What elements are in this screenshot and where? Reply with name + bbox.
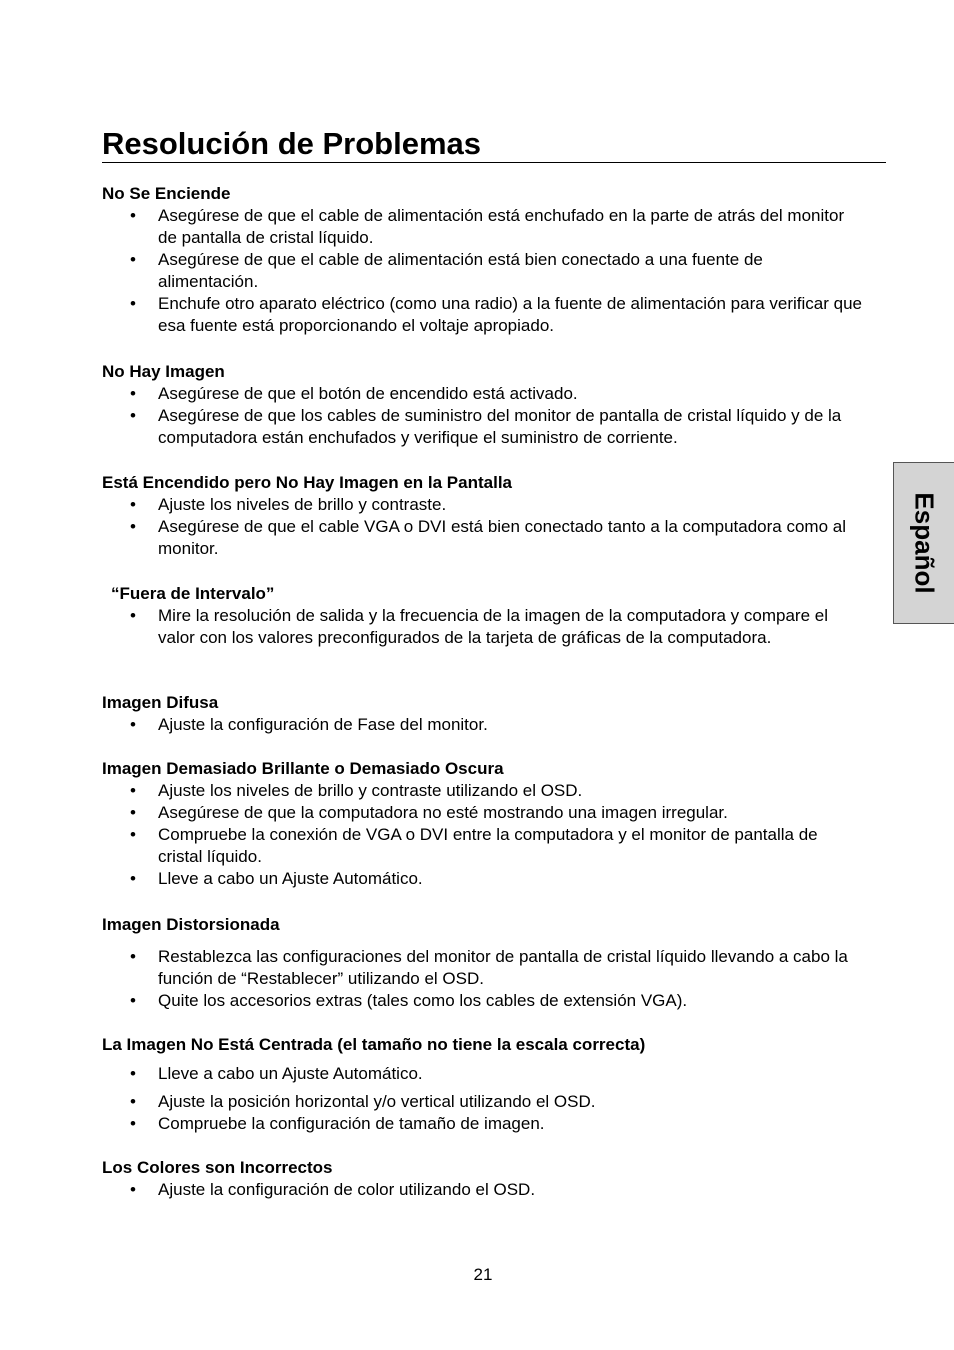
list-item: • Ajuste la posición horizontal y/o vertical utilizando el OSD. xyxy=(102,1091,862,1113)
section-heading: No Se Enciende xyxy=(102,184,231,203)
list-item: • Asegúrese de que la computadora no esté mostrando una imagen irregular. xyxy=(102,802,862,824)
list-item: • Asegúrese de que el cable de alimentación está bien conectado a una fuente de alimentación. xyxy=(102,249,862,293)
bullet-list xyxy=(102,494,862,560)
section-heading: Imagen Distorsionada xyxy=(102,915,280,934)
bullet-list xyxy=(102,205,862,337)
bullet-list xyxy=(102,780,862,890)
list-item: • Asegúrese de que el cable de alimentación está enchufado en la parte de atrás del monitor de pantalla de cristal líquido. xyxy=(102,205,862,249)
list-item: • Compruebe la configuración de tamaño de imagen. xyxy=(102,1113,862,1135)
section-heading: Está Encendido pero No Hay Imagen en la Pantalla xyxy=(102,473,513,492)
list-item: • Asegúrese de que los cables de suministro del monitor de pantalla de cristal líquido y de la computadora están enchufados y verifique el suministro de corriente. xyxy=(102,405,862,449)
list-item: • Ajuste la configuración de color utilizando el OSD. xyxy=(102,1179,862,1201)
section-heading: Los Colores son Incorrectos xyxy=(102,1158,333,1177)
bullet-list xyxy=(102,714,862,736)
page-title: Resolución de Problemas xyxy=(102,126,886,163)
language-label: Español xyxy=(909,492,940,594)
section-no-power xyxy=(102,183,862,337)
list-item: • Asegúrese de que el cable VGA o DVI está bien conectado tanto a la computadora como al monitor. xyxy=(102,516,862,560)
bullet-list xyxy=(102,1179,862,1201)
section-no-image xyxy=(102,361,862,449)
section-distorted-image xyxy=(102,914,862,1012)
list-item: • Quite los accesorios extras (tales como los cables de extensión VGA). xyxy=(102,990,862,1012)
bullet-list xyxy=(102,1063,862,1135)
section-on-no-image xyxy=(102,472,862,560)
list-item: • Asegúrese de que el botón de encendido está activado. xyxy=(102,383,862,405)
section-out-of-range xyxy=(102,583,862,649)
section-heading: La Imagen No Está Centrada (el tamaño no tiene la escala correcta) xyxy=(102,1035,646,1054)
bullet-list xyxy=(102,946,862,1012)
list-item: • Restablezca las configuraciones del monitor de pantalla de cristal líquido llevando a cabo la función de “Restablecer” utilizando el OSD. xyxy=(102,946,862,990)
language-side-tab xyxy=(893,462,954,624)
list-item: • Lleve a cabo un Ajuste Automático. xyxy=(102,868,862,890)
section-blurry-image xyxy=(102,692,862,736)
section-heading: Imagen Demasiado Brillante o Demasiado Oscura xyxy=(102,759,504,778)
list-item: • Ajuste los niveles de brillo y contraste utilizando el OSD. xyxy=(102,780,862,802)
section-brightness xyxy=(102,758,862,890)
list-item: • Enchufe otro aparato eléctrico (como una radio) a la fuente de alimentación para verificar que esa fuente está proporcionando el voltaje apropiado. xyxy=(102,293,862,337)
list-item: • Lleve a cabo un Ajuste Automático. xyxy=(102,1063,862,1085)
page-number: 21 xyxy=(473,1265,493,1284)
section-heading: Imagen Difusa xyxy=(102,693,219,712)
bullet-list xyxy=(102,383,862,449)
list-item: • Ajuste los niveles de brillo y contraste. xyxy=(102,494,862,516)
section-heading: “Fuera de Intervalo” xyxy=(111,584,275,603)
section-not-centered xyxy=(102,1034,862,1135)
bullet-list xyxy=(102,605,862,649)
list-item: • Mire la resolución de salida y la frecuencia de la imagen de la computadora y compare el valor con los valores preconfigurados de la tarjeta de gráficas de la computadora. xyxy=(102,605,862,649)
list-item: • Ajuste la configuración de Fase del monitor. xyxy=(102,714,862,736)
list-item: • Compruebe la conexión de VGA o DVI entre la computadora y el monitor de pantalla de cristal líquido. xyxy=(102,824,862,868)
section-heading: No Hay Imagen xyxy=(102,362,225,381)
section-wrong-colors xyxy=(102,1157,862,1201)
